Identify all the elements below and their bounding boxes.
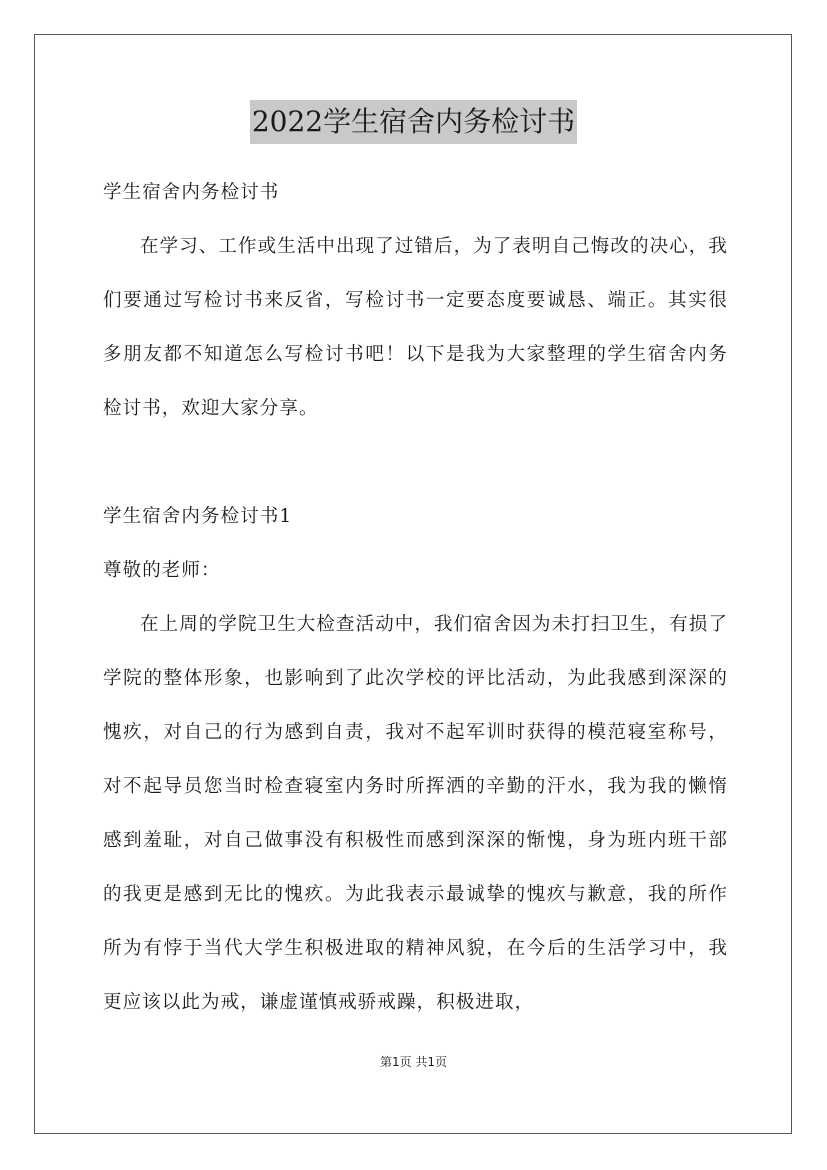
document-body xyxy=(103,166,728,1030)
body-paragraph: 在上周的学院卫生大检查活动中，我们宿舍因为未打扫卫生，有损了学院的整体形象，也影响到了此次学校的评比活动，为此我感到深深的愧疚，对自己的行为感到自责，我对不起军训时获得的模范寝室称号，对不起导员您当时检查寝室内务时所挥洒的辛勤的汗水，我为我的懒惰感到羞耻，对自己做事没有积极性而感到深深的惭愧，身为班内班干部的我更是感到无比的愧疚。为此我表示最诚挚的愧疚与歉意，我的所作所为有悖于当代大学生积极进取的精神风貌，在今后的生活学习中，我更应该以此为戒，谦虚谨慎戒骄戒躁，积极进取， xyxy=(103,614,729,1013)
title-container xyxy=(0,100,827,144)
intro-heading: 学生宿舍内务检讨书 xyxy=(103,182,280,203)
blank-line xyxy=(103,436,728,490)
intro-paragraph: 在学习、工作或生活中出现了过错后，为了表明自己悔改的决心，我们要通过写检讨书来反省，写检讨书一定要态度要诚恳、端正。其实很多朋友都不知道怎么写检讨书吧！以下是我为大家整理的学生宿舍内务检讨书，欢迎大家分享。 xyxy=(103,236,729,419)
page-footer: 第1页 共1页 xyxy=(379,1055,448,1069)
section-heading: 学生宿舍内务检讨书1 xyxy=(103,506,293,527)
document-title: 2022学生宿舍内务检讨书 xyxy=(250,100,577,144)
salutation: 尊敬的老师： xyxy=(103,560,221,581)
